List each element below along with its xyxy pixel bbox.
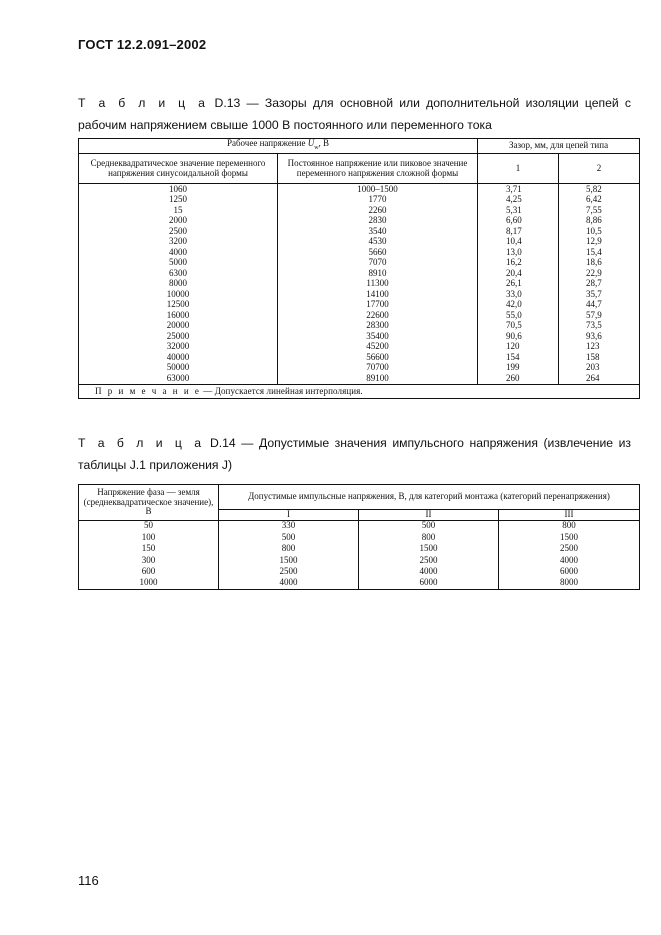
table-row xyxy=(79,352,640,363)
cell-impulse-cat3: 8000 xyxy=(499,577,640,589)
cell-clearance-type2: 6,42 xyxy=(559,195,640,206)
cell-phase-voltage: 50 xyxy=(144,520,153,531)
cell-rms-voltage: 63000 xyxy=(166,372,190,383)
cell-clearance-type2: 22,9 xyxy=(559,268,640,279)
cell-rms-voltage: 10000 xyxy=(166,288,190,299)
cell-peak-voltage: 45200 xyxy=(278,342,478,353)
table-row xyxy=(79,184,640,195)
cell-clearance-type1: 20,4 xyxy=(478,268,559,279)
cell-peak-voltage: 70700 xyxy=(278,363,478,374)
cell-peak-voltage: 5660 xyxy=(278,247,478,258)
cell-clearance-type2: 15,4 xyxy=(559,247,640,258)
cell-clearance-type1: 90,6 xyxy=(478,331,559,342)
cell-phase-voltage: 150 xyxy=(141,543,156,554)
cell-peak-voltage: 14100 xyxy=(278,289,478,300)
group-header-voltage-var: U xyxy=(307,138,315,148)
cell-rms-voltage: 25000 xyxy=(166,330,190,341)
page-number: 116 xyxy=(78,873,99,888)
cell-clearance-type2: 35,7 xyxy=(559,289,640,300)
cell-rms-voltage: 16000 xyxy=(166,309,190,320)
cell-clearance-type1: 13,0 xyxy=(478,247,559,258)
table-note xyxy=(79,384,640,398)
group-header-voltage-prefix: Рабочее напряжение xyxy=(226,138,308,148)
column-header-type1: 1 xyxy=(478,154,559,184)
cell-rms-voltage: 1060 xyxy=(169,183,187,194)
group-header-impulse: Допустимые импульсные напряжения, В, для категорий монтажа (категорий перенапряжения) xyxy=(219,485,640,510)
cell-clearance-type2: 57,9 xyxy=(559,310,640,321)
cell-peak-voltage: 1770 xyxy=(278,195,478,206)
table-row xyxy=(79,532,640,543)
cell-rms-voltage: 15 xyxy=(173,204,183,215)
cell-rms-voltage: 6300 xyxy=(169,267,187,278)
cell-clearance-type2: 158 xyxy=(559,352,640,363)
cell-clearance-type1: 5,31 xyxy=(478,205,559,216)
cell-rms-voltage: 40000 xyxy=(166,351,190,362)
cell-peak-voltage: 2830 xyxy=(278,216,478,227)
column-header-rms: Среднеквадратическое значение переменного напряжения синусоидальной формы xyxy=(79,154,278,184)
table-d14-caption xyxy=(78,432,631,476)
group-header-voltage-suffix: , В xyxy=(318,138,330,148)
cell-rms-voltage: 12500 xyxy=(166,299,190,310)
table-d14 xyxy=(78,484,640,590)
cell-clearance-type1: 16,2 xyxy=(478,258,559,269)
cell-clearance-type2: 18,6 xyxy=(559,258,640,269)
note-text: — Допускается линейная интерполяция. xyxy=(200,385,363,396)
cell-peak-voltage: 35400 xyxy=(278,331,478,342)
cell-clearance-type2: 203 xyxy=(559,363,640,374)
table-row xyxy=(79,577,640,589)
cell-rms-voltage: 8000 xyxy=(169,278,187,289)
column-header-category-2: II xyxy=(359,510,499,521)
cell-impulse-cat2: 1500 xyxy=(359,543,499,554)
table-row xyxy=(79,300,640,311)
cell-impulse-cat1: 330 xyxy=(219,520,359,532)
cell-clearance-type1: 199 xyxy=(478,363,559,374)
column-header-phase-voltage: Напряжение фаза — земля (среднеквадратическое значение), В xyxy=(79,485,219,521)
cell-clearance-type1: 4,25 xyxy=(478,195,559,206)
cell-rms-voltage: 4000 xyxy=(169,246,187,257)
caption-text: D.14 — Допустимые значения импульсного напряжения (извлечение из таблицы J.1 приложения J) xyxy=(78,436,631,472)
table-row xyxy=(79,520,640,532)
cell-clearance-type2: 8,86 xyxy=(559,216,640,227)
table-row xyxy=(79,258,640,269)
note-label: П р и м е ч а н и е xyxy=(95,385,201,396)
cell-phase-voltage: 300 xyxy=(141,554,156,565)
cell-peak-voltage: 4530 xyxy=(278,237,478,248)
table-row xyxy=(79,289,640,300)
cell-peak-voltage: 89100 xyxy=(278,373,478,384)
table-row xyxy=(79,279,640,290)
cell-phase-voltage: 1000 xyxy=(139,577,158,588)
caption-label: Т а б л и ц а xyxy=(78,436,205,450)
cell-impulse-cat2: 6000 xyxy=(359,577,499,589)
table-row xyxy=(79,310,640,321)
table-row xyxy=(79,226,640,237)
cell-impulse-cat3: 1500 xyxy=(499,532,640,543)
column-header-type2: 2 xyxy=(559,154,640,184)
table-row xyxy=(79,205,640,216)
cell-rms-voltage: 20000 xyxy=(166,320,190,331)
cell-clearance-type2: 12,9 xyxy=(559,237,640,248)
cell-peak-voltage: 3540 xyxy=(278,226,478,237)
table-row xyxy=(79,268,640,279)
cell-clearance-type1: 3,71 xyxy=(478,184,559,195)
table-row xyxy=(79,321,640,332)
cell-impulse-cat3: 4000 xyxy=(499,555,640,566)
cell-peak-voltage: 7070 xyxy=(278,258,478,269)
cell-clearance-type2: 44,7 xyxy=(559,300,640,311)
cell-clearance-type1: 8,17 xyxy=(478,226,559,237)
group-header-clearance: Зазор, мм, для цепей типа xyxy=(478,139,640,154)
cell-impulse-cat1: 800 xyxy=(219,543,359,554)
cell-clearance-type2: 10,5 xyxy=(559,226,640,237)
cell-clearance-type1: 33,0 xyxy=(478,289,559,300)
cell-peak-voltage: 1000–1500 xyxy=(278,184,478,195)
cell-impulse-cat2: 4000 xyxy=(359,566,499,577)
cell-clearance-type1: 6,60 xyxy=(478,216,559,227)
cell-clearance-type2: 264 xyxy=(559,373,640,384)
cell-impulse-cat3: 2500 xyxy=(499,543,640,554)
table-row xyxy=(79,247,640,258)
cell-peak-voltage: 17700 xyxy=(278,300,478,311)
cell-clearance-type2: 28,7 xyxy=(559,279,640,290)
cell-impulse-cat1: 4000 xyxy=(219,577,359,589)
caption-text: D.13 — Зазоры для основной или дополнительной изоляции цепей с рабочим напряжением свыше 1000 В постоянного или переменного тока xyxy=(78,96,631,132)
column-header-category-3: III xyxy=(499,510,640,521)
group-header-voltage xyxy=(79,139,478,154)
cell-peak-voltage: 28300 xyxy=(278,321,478,332)
cell-rms-voltage: 50000 xyxy=(166,362,190,373)
table-row xyxy=(79,216,640,227)
table-row xyxy=(79,331,640,342)
cell-clearance-type2: 93,6 xyxy=(559,331,640,342)
table-d13-caption xyxy=(78,92,631,136)
cell-rms-voltage: 3200 xyxy=(169,236,187,247)
cell-rms-voltage: 2500 xyxy=(169,225,187,236)
table-row xyxy=(79,566,640,577)
cell-phase-voltage: 600 xyxy=(141,566,156,576)
cell-clearance-type1: 26,1 xyxy=(478,279,559,290)
cell-clearance-type2: 73,5 xyxy=(559,321,640,332)
cell-peak-voltage: 11300 xyxy=(278,279,478,290)
cell-clearance-type1: 120 xyxy=(478,342,559,353)
table-row xyxy=(79,363,640,374)
cell-clearance-type2: 123 xyxy=(559,342,640,353)
table-d13 xyxy=(78,138,640,399)
cell-impulse-cat2: 800 xyxy=(359,532,499,543)
column-header-category-1: I xyxy=(219,510,359,521)
cell-clearance-type1: 70,5 xyxy=(478,321,559,332)
cell-impulse-cat1: 1500 xyxy=(219,555,359,566)
table-row xyxy=(79,543,640,554)
column-header-peak: Постоянное напряжение или пиковое значение переменного напряжения сложной формы xyxy=(278,154,478,184)
cell-impulse-cat1: 500 xyxy=(219,532,359,543)
cell-clearance-type2: 7,55 xyxy=(559,205,640,216)
cell-peak-voltage: 8910 xyxy=(278,268,478,279)
cell-impulse-cat1: 2500 xyxy=(219,566,359,577)
cell-rms-voltage: 5000 xyxy=(169,257,187,268)
table-row xyxy=(79,342,640,353)
cell-rms-voltage: 32000 xyxy=(166,341,190,352)
cell-clearance-type1: 154 xyxy=(478,352,559,363)
cell-clearance-type1: 42,0 xyxy=(478,300,559,311)
cell-phase-voltage: 100 xyxy=(141,531,156,542)
cell-clearance-type1: 260 xyxy=(478,373,559,384)
cell-impulse-cat3: 6000 xyxy=(499,566,640,577)
group-header-voltage-sub: w xyxy=(314,144,319,151)
table-row xyxy=(79,237,640,248)
cell-clearance-type2: 5,82 xyxy=(559,184,640,195)
cell-peak-voltage: 2260 xyxy=(278,205,478,216)
cell-impulse-cat3: 800 xyxy=(499,520,640,532)
cell-rms-voltage: 1250 xyxy=(169,194,187,205)
cell-peak-voltage: 22600 xyxy=(278,310,478,321)
caption-label: Т а б л и ц а xyxy=(78,96,209,110)
cell-clearance-type1: 55,0 xyxy=(478,310,559,321)
table-row xyxy=(79,195,640,206)
cell-peak-voltage: 56600 xyxy=(278,352,478,363)
cell-rms-voltage: 2000 xyxy=(169,215,187,226)
cell-clearance-type1: 10,4 xyxy=(478,237,559,248)
table-row xyxy=(79,373,640,384)
table-row xyxy=(79,555,640,566)
document-header: ГОСТ 12.2.091–2002 xyxy=(78,37,207,52)
cell-impulse-cat2: 500 xyxy=(359,520,499,532)
cell-impulse-cat2: 2500 xyxy=(359,555,499,566)
